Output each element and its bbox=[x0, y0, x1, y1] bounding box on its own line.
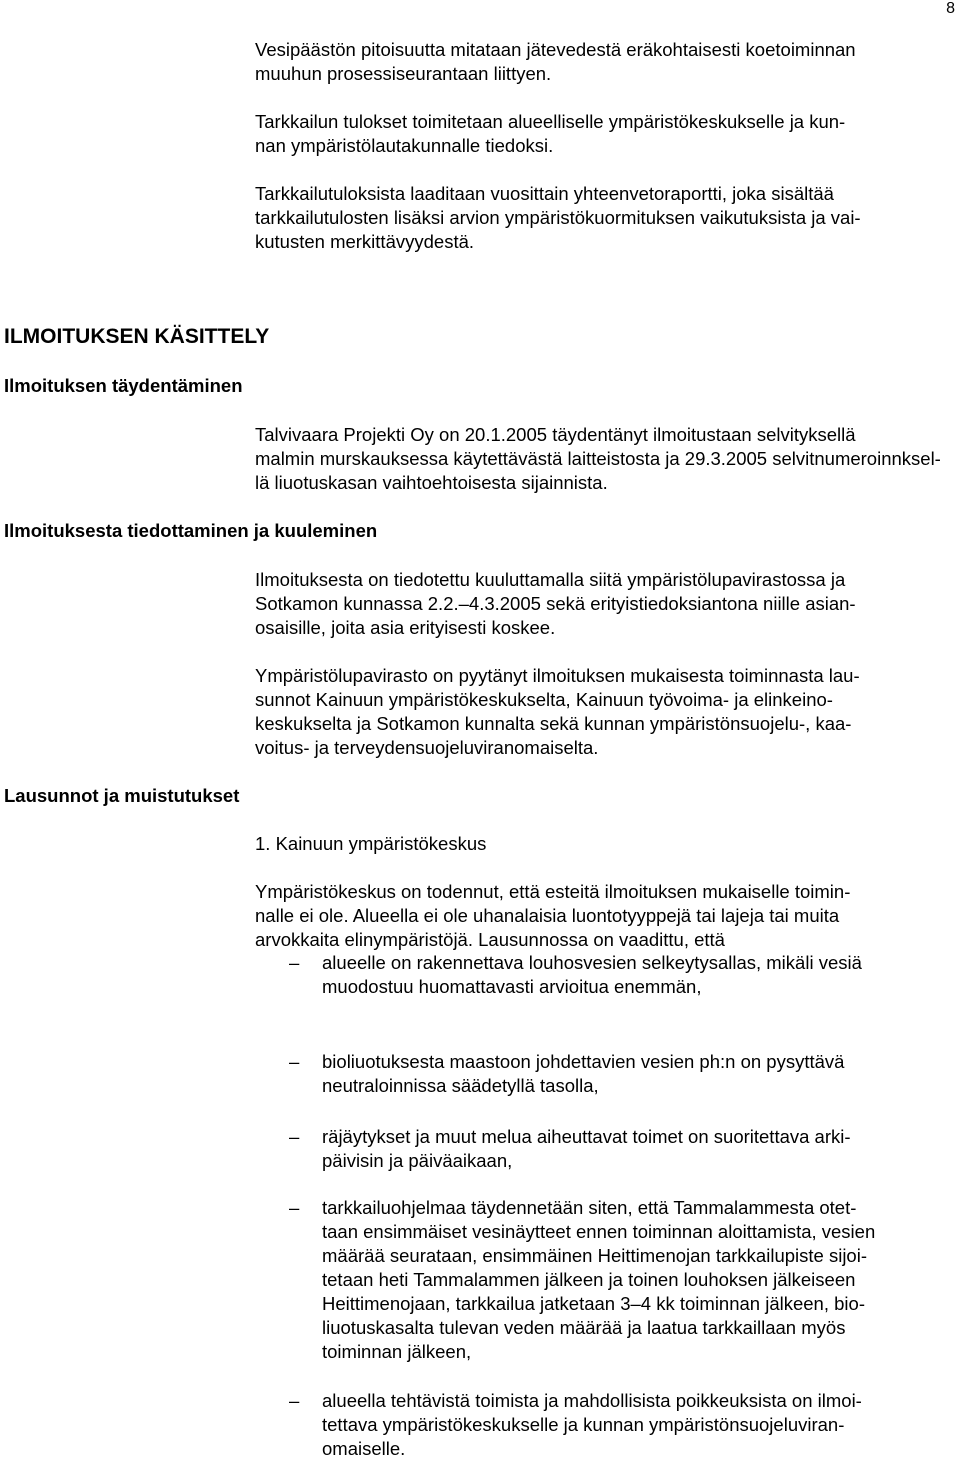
text-line: päivisin ja päiväaikaan, bbox=[322, 1150, 513, 1171]
notification-paragraph-1 bbox=[255, 568, 960, 640]
intro-paragraph-3 bbox=[255, 182, 960, 254]
dash-bullet-icon: – bbox=[289, 1126, 300, 1147]
text-line: omaiselle. bbox=[322, 1438, 406, 1459]
text-line: muuhun prosessiseurantaan liittyen. bbox=[255, 63, 552, 84]
text-line: Ympäristölupavirasto on pyytänyt ilmoituksen mukaisesta toiminnasta lau- bbox=[255, 665, 860, 686]
dash-bullet-icon: – bbox=[289, 1051, 300, 1072]
text-line: liuotuskasalta tulevan veden määrää ja laatua tarkkaillaan myös bbox=[322, 1317, 846, 1338]
dash-bullet-icon: – bbox=[289, 1390, 300, 1411]
statement-paragraph bbox=[255, 880, 960, 952]
text-line: bioliuotuksesta maastoon johdettavien vesien ph:n on pysyttävä bbox=[322, 1051, 845, 1072]
text-line: muodostuu huomattavasti arvioitua enemmän, bbox=[322, 976, 702, 997]
section-heading: ILMOITUKSEN KÄSITTELY bbox=[4, 325, 270, 348]
text-line: nan ympäristölautakunnalle tiedoksi. bbox=[255, 135, 554, 156]
page-number: 8 bbox=[946, 0, 955, 17]
list-item bbox=[322, 1050, 960, 1098]
text-line: Tarkkailutuloksista laaditaan vuosittain yhteenvetoraportti, joka sisältää bbox=[255, 183, 834, 204]
text-line: tarkkailutulosten lisäksi arvion ympäristökuormituksen vaikutuksista ja vai- bbox=[255, 207, 861, 228]
text-line: Ympäristökeskus on todennut, että esteitä ilmoituksen mukaiselle toimin- bbox=[255, 881, 851, 902]
text-line: Vesipäästön pitoisuutta mitataan jätevedestä eräkohtaisesti koetoiminnan bbox=[255, 39, 856, 60]
text-line: toiminnan jälkeen, bbox=[322, 1341, 472, 1362]
text-line: räjäytykset ja muut melua aiheuttavat toimet on suoritettava arki- bbox=[322, 1126, 851, 1147]
list-item bbox=[322, 951, 960, 999]
text-line: määrää seurataan, ensimmäinen Heittimenojan tarkkailupiste sijoi- bbox=[322, 1245, 867, 1266]
text-line: sunnot Kainuun ympäristökeskukselta, Kainuun työvoima- ja elinkeino- bbox=[255, 689, 833, 710]
text-line: neutraloinnissa säädetyllä tasolla, bbox=[322, 1075, 599, 1096]
list-item bbox=[322, 1389, 960, 1461]
text-line: voitus- ja terveydensuojeluviranomaiselta. bbox=[255, 737, 599, 758]
text-line: alueelle on rakennettava louhosvesien selkeytysallas, mikäli vesiä bbox=[322, 952, 862, 973]
text-line: lä liuotuskasan vaihtoehtoisesta sijainnista. bbox=[255, 472, 608, 493]
list-item bbox=[322, 1125, 960, 1173]
text-line: nalle ei ole. Alueella ei ole uhanalaisia luontotyyppejä tai lajeja tai muita bbox=[255, 905, 840, 926]
text-line: Sotkamon kunnassa 2.2.–4.3.2005 sekä erityistiedoksiantona niille asian- bbox=[255, 593, 856, 614]
text-line: tettava ympäristökeskukselle ja kunnan ympäristönsuojeluviran- bbox=[322, 1414, 845, 1435]
text-line: tetaan heti Tammalammen jälkeen ja toinen louhoksen jälkeiseen bbox=[322, 1269, 856, 1290]
intro-paragraph-2 bbox=[255, 110, 960, 158]
text-line: alueella tehtävistä toimista ja mahdollisista poikkeuksista on ilmoi- bbox=[322, 1390, 862, 1411]
statement-item-title: 1. Kainuun ympäristökeskus bbox=[255, 833, 487, 854]
text-line: kutusten merkittävyydestä. bbox=[255, 231, 475, 252]
text-line: Ilmoituksesta on tiedotettu kuuluttamalla siitä ympäristölupavirastossa ja bbox=[255, 569, 846, 590]
text-line: taan ensimmäiset vesinäytteet ennen toiminnan aloittamista, vesien bbox=[322, 1221, 876, 1242]
dash-bullet-icon: – bbox=[289, 952, 300, 973]
text-line: Tarkkailun tulokset toimitetaan alueelliselle ympäristökeskukselle ja kun- bbox=[255, 111, 846, 132]
text-line: Talvivaara Projekti Oy on 20.1.2005 täydentänyt ilmoitustaan selvityksellä bbox=[255, 424, 856, 445]
text-line: osaisille, joita asia erityisesti koskee. bbox=[255, 617, 556, 638]
text-line: tarkkailuohjelmaa täydennetään siten, että Tammalammesta otet- bbox=[322, 1197, 857, 1218]
statements-heading: Lausunnot ja muistutukset bbox=[4, 785, 240, 806]
dash-bullet-icon: – bbox=[289, 1197, 300, 1218]
notification-paragraph-2 bbox=[255, 664, 960, 760]
supplement-heading: Ilmoituksen täydentäminen bbox=[4, 375, 243, 396]
text-line: malmin murskauksessa käytettävästä laitteistosta ja 29.3.2005 selvitnumeroinnksel- bbox=[255, 448, 941, 469]
supplement-paragraph bbox=[255, 423, 960, 495]
list-item bbox=[322, 1196, 960, 1364]
text-line: Heittimenojaan, tarkkailua jatketaan 3–4 kk toiminnan jälkeen, bio- bbox=[322, 1293, 865, 1314]
intro-paragraph-1 bbox=[255, 38, 960, 86]
text-line: keskukselta ja Sotkamon kunnalta sekä kunnan ympäristönsuojelu-, kaa- bbox=[255, 713, 852, 734]
text-line: arvokkaita elinympäristöjä. Lausunnossa on vaadittu, että bbox=[255, 929, 725, 950]
notification-heading: Ilmoituksesta tiedottaminen ja kuuleminen bbox=[4, 520, 378, 541]
